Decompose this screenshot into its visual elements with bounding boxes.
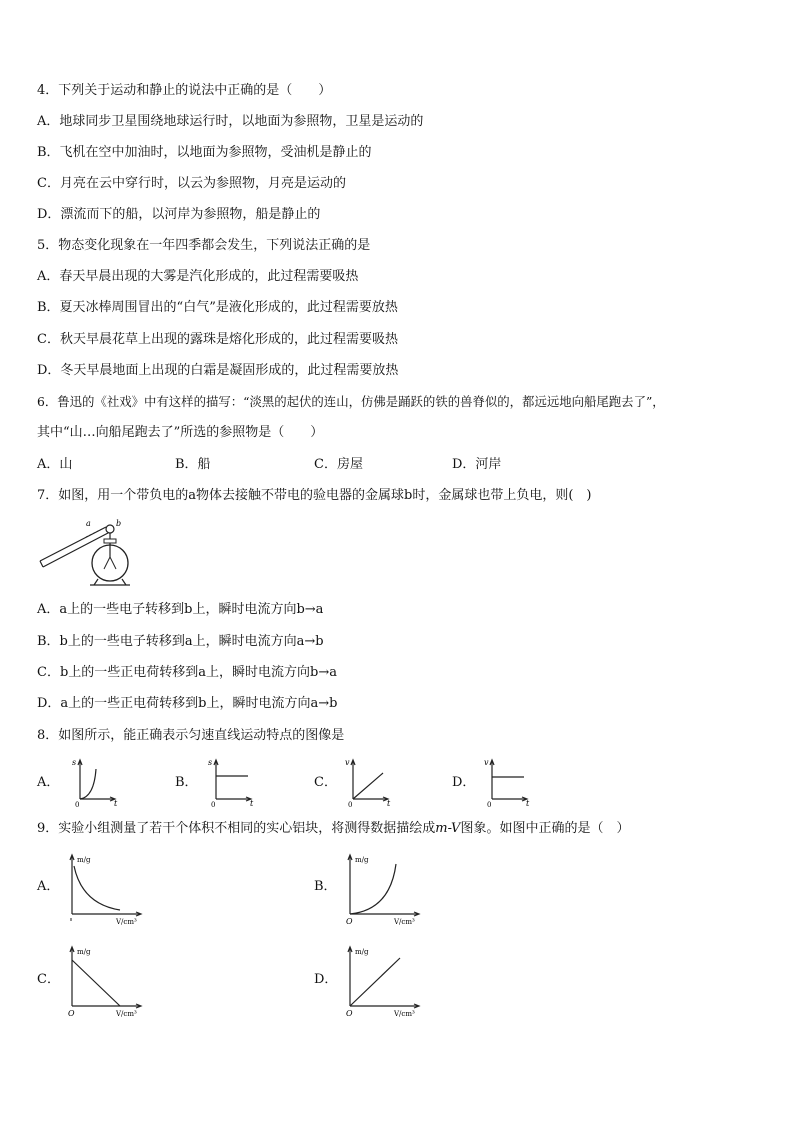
q8-option-a-label: A． xyxy=(37,775,60,790)
origin-label: O xyxy=(346,917,353,926)
q8-graph-c xyxy=(343,757,395,807)
x-axis-label: t xyxy=(526,799,530,808)
x-axis-label: t xyxy=(387,799,391,808)
q6-option-d: D．河岸 xyxy=(452,457,502,472)
label-b: b xyxy=(116,519,122,528)
q8-graph-b xyxy=(206,757,258,807)
x-axis-label: t xyxy=(250,799,254,808)
q9-option-a-label: A． xyxy=(37,879,60,894)
x-axis-label: V/cm³ xyxy=(394,1010,415,1018)
q4-option-d: D．漂流而下的船，以河岸为参照物，船是静止的 xyxy=(37,207,321,222)
origin-label: 0 xyxy=(487,801,492,809)
y-axis-label: m/g xyxy=(355,856,369,864)
q6-stem-line1: 6．鲁迅的《社戏》中有这样的描写：“淡黑的起伏的连山，仿佛是踊跃的铁的兽脊似的，都远远地向船尾跑去了”， xyxy=(37,394,665,409)
origin-label: 0 xyxy=(75,801,80,809)
q7-option-c: C．b上的一些正电荷转移到a上，瞬时电流方向b→a xyxy=(37,665,337,680)
q5-option-b: B．夏天冰棒周围冒出的“白气”是液化形成的，此过程需要放热 xyxy=(37,300,398,315)
origin-label: 0 xyxy=(211,801,216,809)
q8-option-b-label: B． xyxy=(175,775,198,790)
q7-option-a: A．a上的一些电子转移到b上，瞬时电流方向b→a xyxy=(37,602,324,617)
q9-stem-pre: 9．实验小组测量了若干个体积不相同的实心铝块，将测得数据描绘成 xyxy=(37,821,436,836)
q8-graph-d xyxy=(482,757,534,807)
y-axis-label: s xyxy=(208,758,213,767)
q5-option-d: D．冬天早晨地面上出现的白霜是凝固形成的，此过程需要放热 xyxy=(37,363,399,378)
q9-graph-d xyxy=(342,944,432,1022)
x-axis-label: V/cm³ xyxy=(116,918,137,926)
origin-label: 0 xyxy=(348,801,353,809)
q9-stem-italic: m-V xyxy=(435,821,461,836)
x-axis-label: V/cm³ xyxy=(394,918,415,926)
q9-graph-b xyxy=(342,852,432,930)
q7-stem: 7．如图，用一个带负电的a物体去接触不带电的验电器的金属球b时，金属球也带上负电，则( ) xyxy=(37,488,592,503)
y-axis-label: v xyxy=(484,758,489,767)
origin-label: O xyxy=(68,1009,75,1018)
y-axis-label: m/g xyxy=(355,948,369,956)
q9-option-d-label: D． xyxy=(314,972,338,987)
q8-option-d-label: D． xyxy=(452,775,476,790)
q8-option-c-label: C． xyxy=(314,775,337,790)
label-a: a xyxy=(86,519,91,528)
q9-stem xyxy=(37,820,629,838)
y-axis-label: v xyxy=(345,758,350,767)
electroscope-figure xyxy=(36,517,146,589)
y-axis-label: m/g xyxy=(77,856,91,864)
q9-option-c-label: C． xyxy=(37,972,60,987)
q9-stem-post: 图象。如图中正确的是（ ） xyxy=(460,821,630,836)
q7-option-b: B．b上的一些电子转移到a上，瞬时电流方向a→b xyxy=(37,634,324,649)
y-axis-label: s xyxy=(72,758,77,767)
q6-option-a: A．山 xyxy=(37,457,73,472)
q4-option-c: C．月亮在云中穿行时，以云为参照物，月亮是运动的 xyxy=(37,176,346,191)
q6-option-c: C．房屋 xyxy=(314,457,363,472)
q8-stem: 8．如图所示，能正确表示匀速直线运动特点的图像是 xyxy=(37,728,345,743)
q5-option-c: C．秋天早晨花草上出现的露珠是熔化形成的，此过程需要吸热 xyxy=(37,332,398,347)
origin-label: O xyxy=(346,1009,353,1018)
q4-stem: 4．下列关于运动和静止的说法中正确的是（ ） xyxy=(37,83,332,98)
x-axis-label: V/cm³ xyxy=(116,1010,137,1018)
q9-graph-a xyxy=(64,852,154,930)
y-axis-label: m/g xyxy=(77,948,91,956)
q6-option-b: B．船 xyxy=(175,457,211,472)
q8-graph-a xyxy=(70,757,122,807)
q7-option-d: D．a上的一些正电荷转移到b上，瞬时电流方向a→b xyxy=(37,696,338,711)
q4-option-b: B．飞机在空中加油时，以地面为参照物，受油机是静止的 xyxy=(37,145,372,160)
q5-option-a: A．春天早晨出现的大雾是汽化形成的，此过程需要吸热 xyxy=(37,269,359,284)
q6-stem-line2: 其中“山…向船尾跑去了”所选的参照物是（ ） xyxy=(37,425,324,440)
q5-stem: 5．物态变化现象在一年四季都会发生，下列说法正确的是 xyxy=(37,238,371,253)
q4-option-a: A．地球同步卫星围绕地球运行时，以地面为参照物，卫星是运动的 xyxy=(37,114,424,129)
x-axis-label: t xyxy=(114,799,118,808)
q9-graph-c xyxy=(64,944,154,1022)
q9-option-b-label: B． xyxy=(314,879,337,894)
